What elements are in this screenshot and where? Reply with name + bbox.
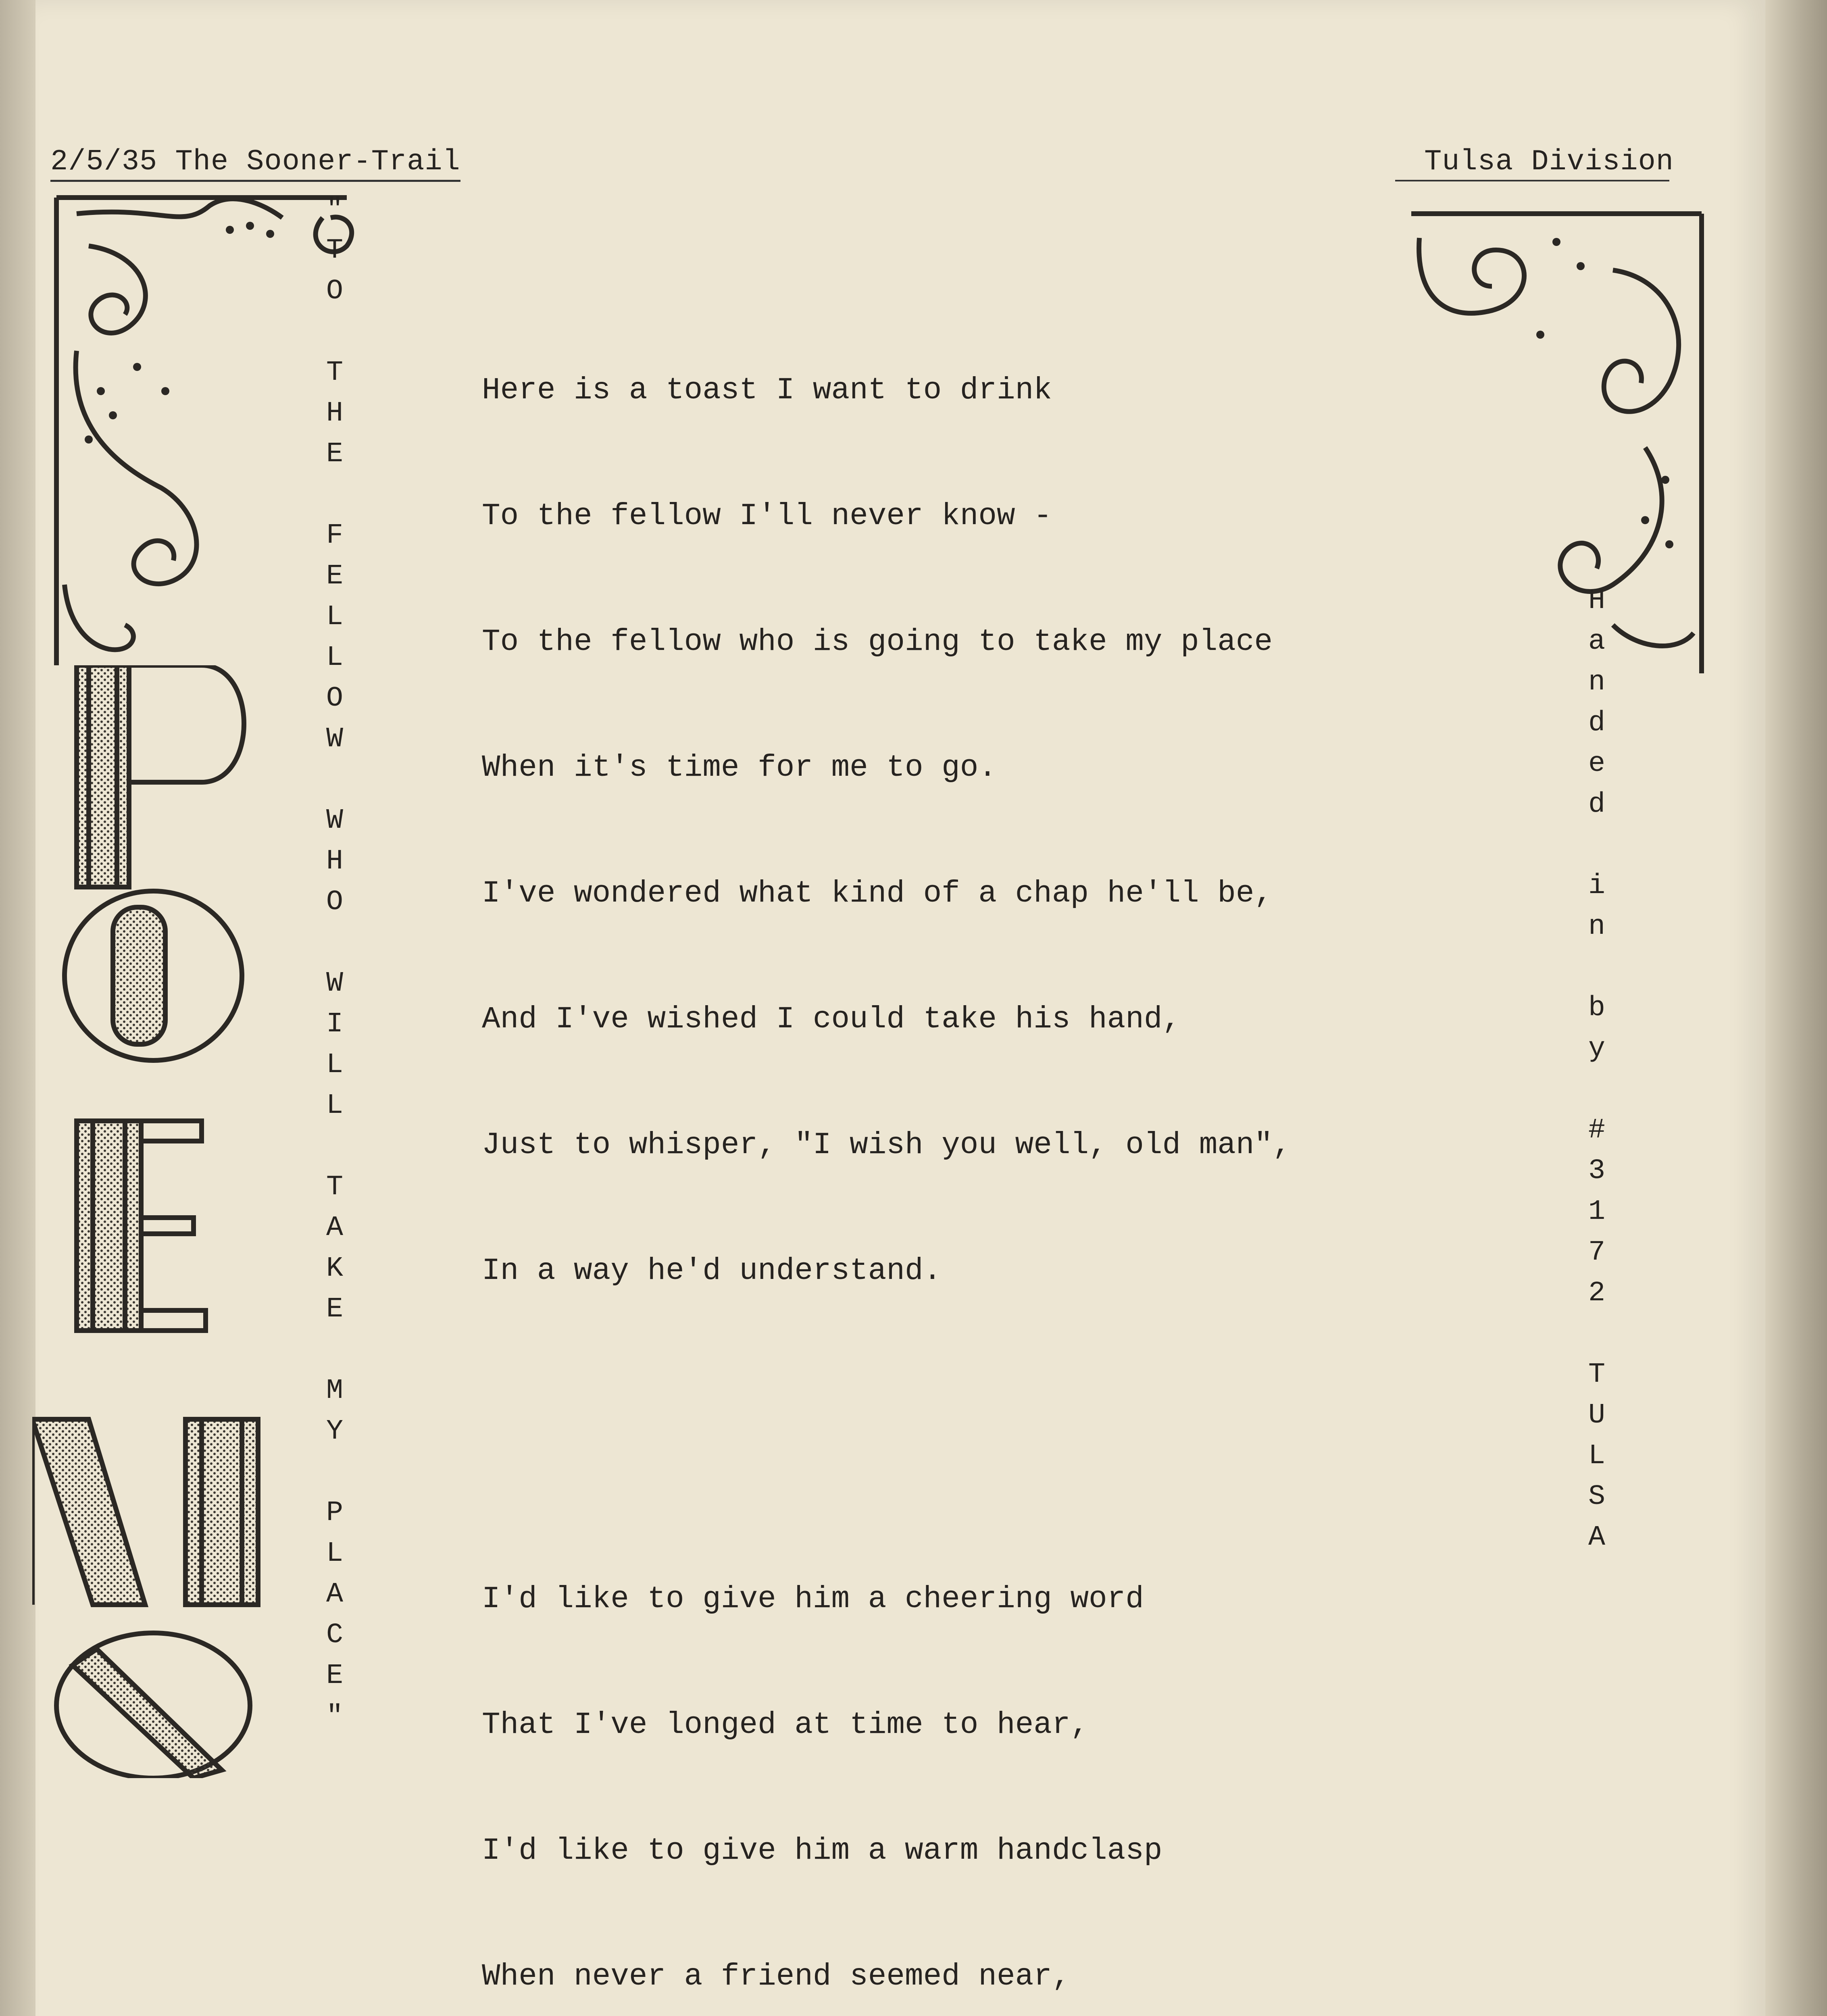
poem-stanza [482, 285, 1599, 1376]
poem-line: When never a friend seemed near, [482, 1959, 1071, 1994]
vertical-char: H [1588, 585, 1605, 617]
vertical-gap [319, 1126, 351, 1167]
vertical-gap [319, 1330, 351, 1370]
vertical-char: L [326, 642, 343, 674]
decorative-letter-s [56, 1633, 250, 1778]
left-binding-edge [0, 0, 35, 2016]
poem-line: And I've wished I could take his hand, [482, 1002, 1181, 1037]
vertical-char: T [326, 235, 343, 267]
header-division: Tulsa Division [1424, 145, 1674, 178]
vertical-char: 7 [1588, 1237, 1605, 1268]
vertical-char: O [326, 683, 343, 714]
vertical-gap [319, 760, 351, 800]
poems-decorative-letters [32, 665, 274, 1778]
vertical-char: 2 [1588, 1277, 1605, 1309]
vertical-char: E [326, 1293, 343, 1325]
vertical-char: H [326, 398, 343, 429]
vertical-char: " [326, 1701, 343, 1733]
vertical-gap [319, 475, 351, 515]
poem-line: Here is a toast I want to drink [482, 373, 1052, 408]
poem-line: When it's time for me to go. [482, 750, 997, 785]
vertical-char: M [326, 1375, 343, 1407]
vertical-char: W [326, 805, 343, 837]
vertical-char: d [1588, 707, 1605, 739]
vertical-char: d [1588, 789, 1605, 821]
corner-flourish-top-left [40, 181, 363, 685]
vertical-char: L [326, 601, 343, 633]
vertical-char: W [326, 723, 343, 755]
vertical-char: 1 [1588, 1196, 1605, 1228]
vertical-char: L [326, 1090, 343, 1122]
vertical-char: S [1588, 1481, 1605, 1513]
vertical-char: L [326, 1049, 343, 1081]
decorative-letter-e [77, 1121, 206, 1331]
header-date-publication: 2/5/35 The Sooner-Trail [50, 145, 460, 182]
decorative-letter-o [65, 891, 242, 1060]
vertical-gap [319, 1452, 351, 1493]
poem-line: That I've longed at time to hear, [482, 1708, 1089, 1742]
poem-line: Just to whisper, "I wish you well, old man", [482, 1128, 1291, 1162]
poem-line: In a way he'd understand. [482, 1254, 942, 1288]
vertical-char: n [1588, 911, 1605, 943]
right-page-stack [1765, 0, 1827, 2016]
vertical-char: Y [326, 1416, 343, 1447]
vertical-char: E [326, 438, 343, 470]
poem-line: To the fellow I'll never know - [482, 499, 1052, 533]
vertical-char: F [326, 520, 343, 552]
vertical-char: L [326, 1538, 343, 1570]
vertical-char: e [1588, 748, 1605, 780]
decorative-letter-m [32, 1419, 258, 1605]
vertical-gap [319, 312, 351, 352]
vertical-char: P [326, 1497, 343, 1529]
poem-line: I'd like to give him a warm handclasp [482, 1833, 1162, 1868]
vertical-char: W [326, 968, 343, 1000]
vertical-char: a [1588, 626, 1605, 658]
vertical-char: T [326, 357, 343, 389]
vertical-char: T [326, 1171, 343, 1203]
poem-stanza [482, 1494, 1599, 2016]
vertical-gap [319, 923, 351, 963]
header-division-underline [1395, 180, 1669, 181]
vertical-char: O [326, 886, 343, 918]
vertical-char: A [326, 1212, 343, 1244]
vertical-char: i [1588, 870, 1605, 902]
vertical-char: y [1588, 1033, 1605, 1065]
poem-line: I'd like to give him a cheering word [482, 1582, 1144, 1616]
vertical-char: A [326, 1579, 343, 1610]
vertical-char: A [1588, 1522, 1605, 1554]
vertical-char: n [1588, 666, 1605, 698]
vertical-char: C [326, 1619, 343, 1651]
poem-line: I've wondered what kind of a chap he'll be, [482, 876, 1273, 911]
vertical-char: b [1588, 992, 1605, 1024]
poem-body [482, 202, 1599, 2016]
vertical-char: O [326, 275, 343, 307]
vertical-char: E [326, 560, 343, 592]
vertical-char: H [326, 846, 343, 877]
vertical-title-to-the-fellow [319, 190, 351, 1737]
vertical-char: 3 [1588, 1155, 1605, 1187]
vertical-char: " [326, 194, 343, 226]
decorative-letter-p [77, 665, 244, 887]
poem-line: To the fellow who is going to take my place [482, 625, 1273, 659]
vertical-char: E [326, 1660, 343, 1692]
vertical-char: T [1588, 1359, 1605, 1391]
vertical-char: K [326, 1253, 343, 1285]
vertical-char: # [1588, 1114, 1605, 1146]
vertical-char: I [326, 1008, 343, 1040]
vertical-char: L [1588, 1440, 1605, 1472]
vertical-char: U [1588, 1400, 1605, 1431]
